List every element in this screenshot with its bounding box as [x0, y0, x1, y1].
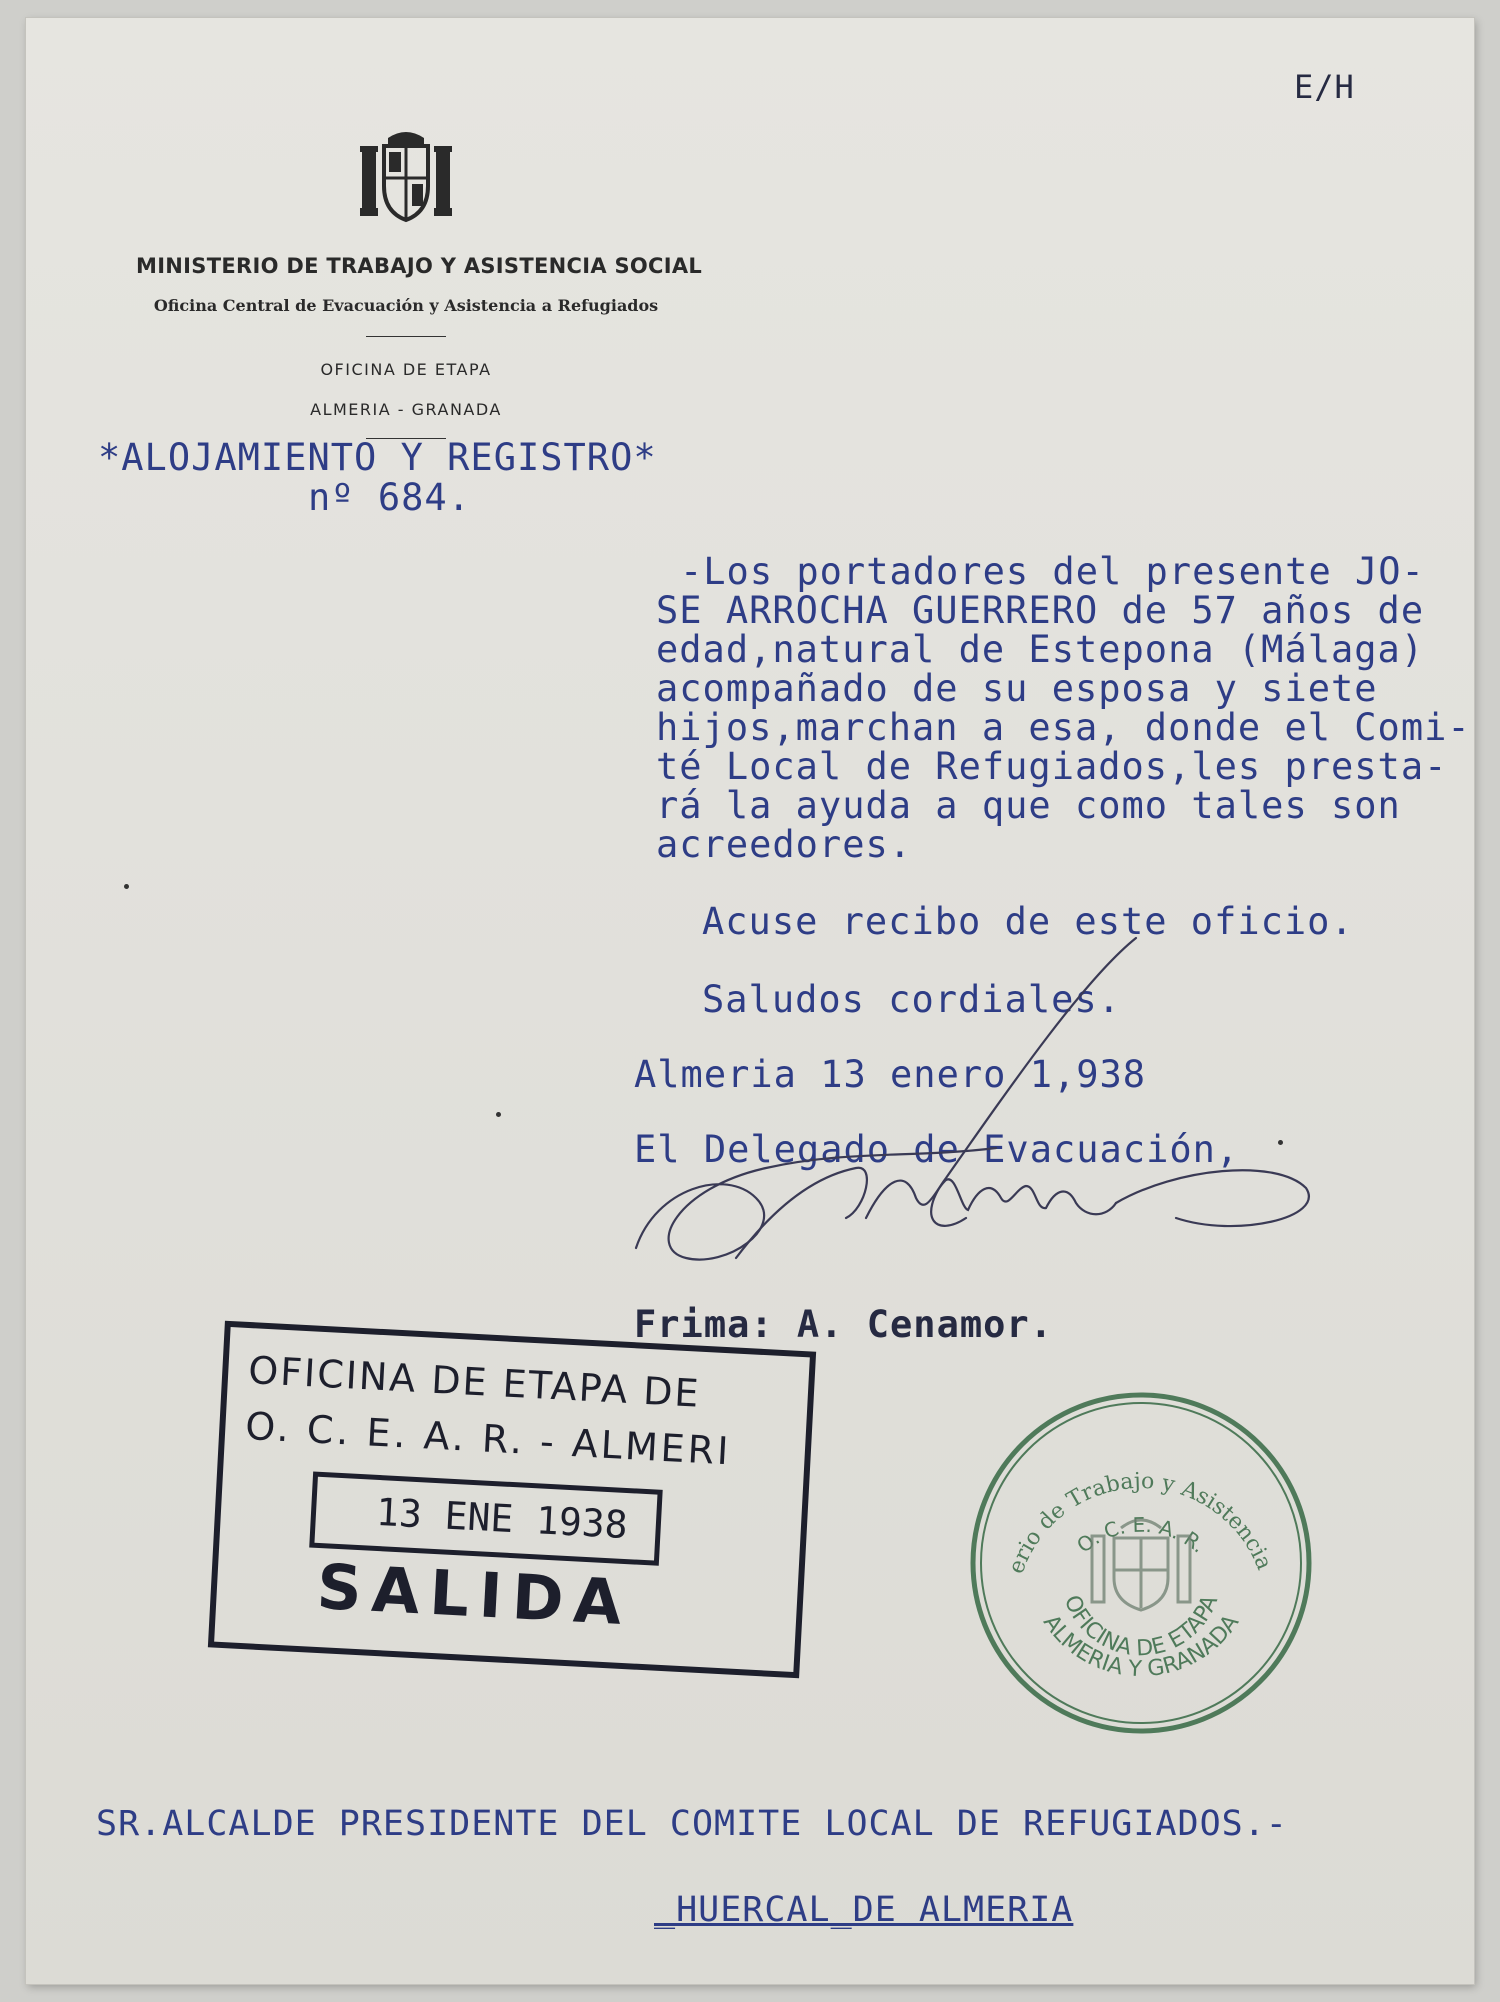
seal-outer-text: erio de Trabajo y Asistencia [1003, 1468, 1277, 1578]
ink-mark [124, 884, 129, 889]
ministry-name: MINISTERIO DE TRABAJO Y ASISTENCIA SOCIAL [136, 254, 703, 278]
registry-number: nº 684. [308, 476, 471, 519]
body-line: acreedores. [656, 823, 913, 866]
body-line: hijos,marchan a esa, donde el Comi- [656, 706, 1471, 749]
date-line: Almeria 13 enero 1,938 [634, 1053, 1147, 1096]
exit-stamp-label: SALIDA [315, 1549, 634, 1640]
body-line: -Los portadores del presente JO- [680, 550, 1425, 593]
handwritten-signature [616, 918, 1316, 1318]
body-line: rá la ayuda a que como tales son [656, 784, 1401, 827]
seal-ocear-text: O. C. E. A. R. [1072, 1512, 1211, 1558]
addressee-location: _HUERCAL_DE ALMERIA [654, 1890, 1074, 1930]
branch-name: OFICINA DE ETAPA [320, 360, 492, 379]
exit-stamp [208, 1321, 816, 1679]
coat-of-arms-icon [358, 128, 454, 224]
body-line: té Local de Refugiados,les presta- [656, 745, 1448, 788]
document-page [26, 18, 1474, 1984]
body-line: acompañado de su esposa y siete [656, 667, 1378, 710]
reference-code: E/H [1294, 68, 1355, 106]
seal-bottom-text: ALMERIA Y GRANADA [1037, 1610, 1245, 1683]
subject-title: *ALOJAMIENTO Y REGISTRO* [98, 436, 657, 479]
acknowledge-line: Acuse recibo de este oficio. [702, 900, 1354, 943]
signature-name: Frima: A. Cenamor. [634, 1303, 1053, 1346]
greeting-line: Saludos cordiales. [702, 978, 1121, 1021]
office-name: Oficina Central de Evacuación y Asistencia a Refugiados [153, 296, 659, 315]
branch-location: ALMERIA - GRANADA [310, 400, 502, 419]
exit-stamp-date: 13 ENE 1938 [375, 1489, 629, 1548]
exit-stamp-office: OFICINA DE ETAPA DE [247, 1348, 702, 1416]
addressee-title: SR.ALCALDE PRESIDENTE DEL COMITE LOCAL DE REFUGIADOS.- [96, 1804, 1288, 1844]
ink-mark [1278, 1140, 1283, 1145]
signer-role: El Delegado de Evacuación, [634, 1128, 1240, 1171]
divider [366, 336, 446, 337]
body-line: SE ARROCHA GUERRERO de 57 años de [656, 589, 1425, 632]
letterhead [136, 128, 703, 458]
body-line: edad,natural de Estepona (Málaga) [656, 628, 1425, 671]
official-seal [966, 1388, 1316, 1738]
exit-stamp-ocear: O. C. E. A. R. - ALMERI [244, 1403, 733, 1474]
seal-lower-text: OFICINA DE ETAPA [1058, 1591, 1224, 1662]
ink-mark [496, 1112, 501, 1117]
